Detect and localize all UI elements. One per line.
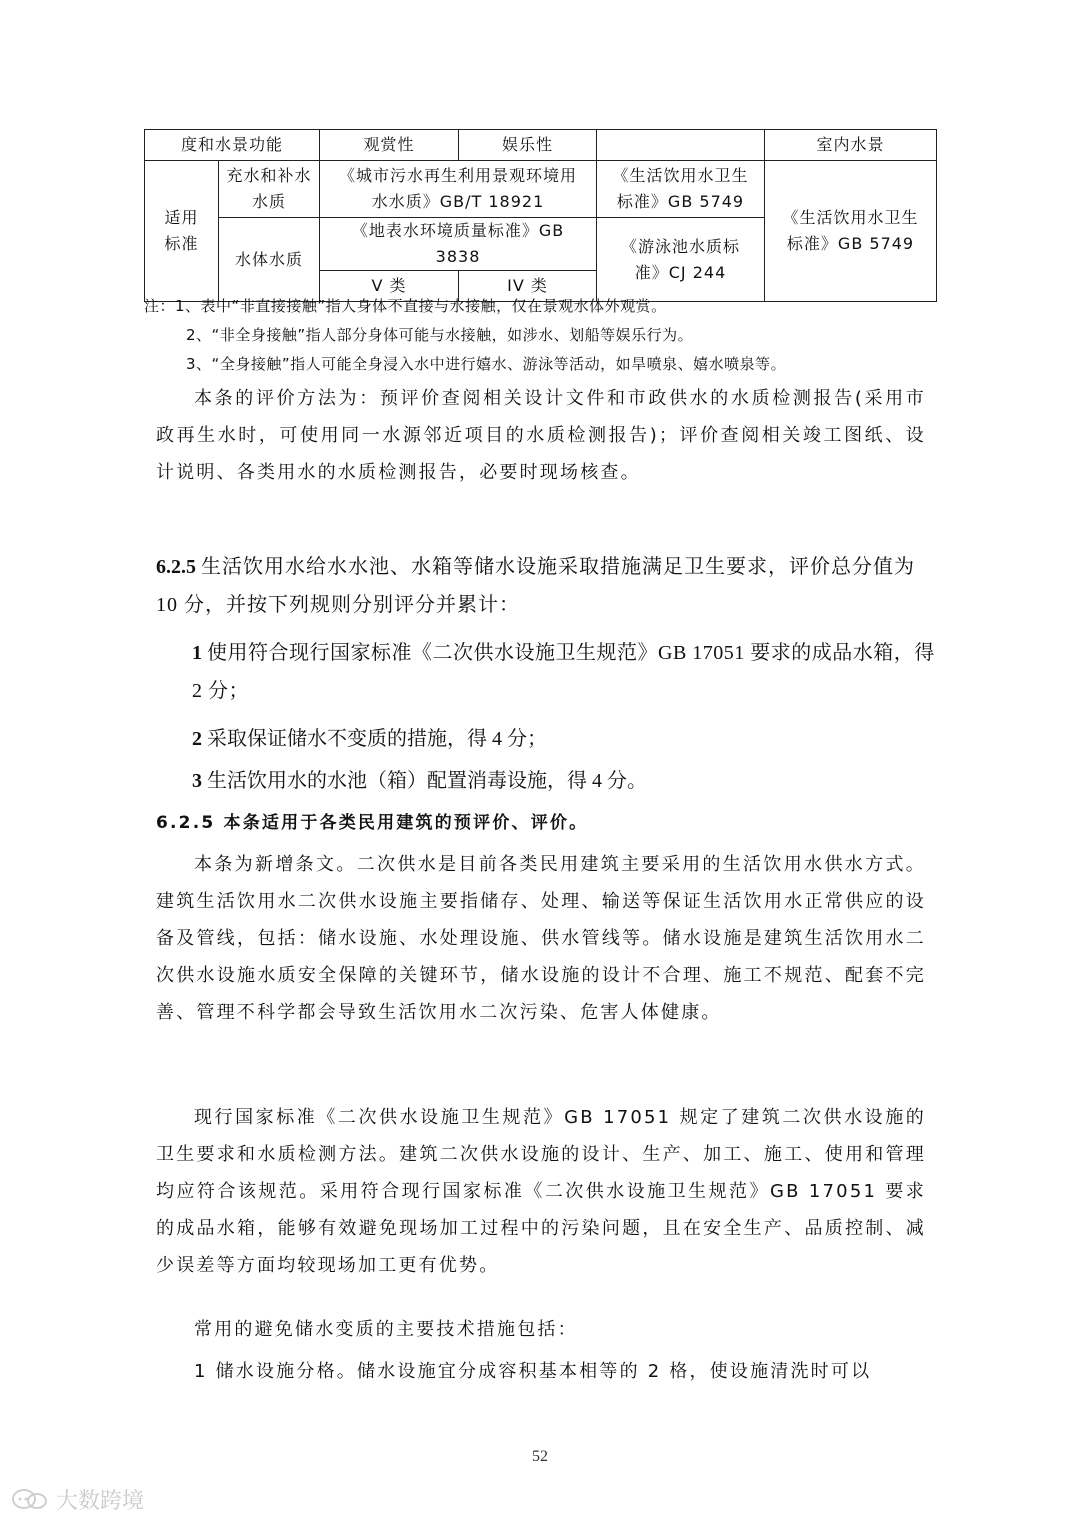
item-number: 1	[192, 642, 202, 664]
clause-number: 6.2.5	[156, 556, 196, 578]
table-header-cell: 室内水景	[765, 130, 937, 161]
clause-text: 生活饮用水给水水池、水箱等储水设施采取措施满足卫生要求，评价总分值为 10 分，并按下列规则分别评分并累计：	[156, 556, 915, 616]
page-number: 52	[532, 1448, 548, 1465]
table-cell: 《地表水环境质量标准》GB 3838	[320, 218, 597, 271]
explain-paragraph-1	[156, 846, 926, 1031]
table-header-cell	[597, 130, 765, 161]
row-label: 水体水质	[219, 218, 320, 302]
watermark-text: 大数跨境	[56, 1489, 145, 1514]
table-cell: V 类	[320, 271, 459, 302]
chat-bubble-icon	[10, 1487, 50, 1513]
explain-heading	[156, 804, 926, 842]
explain-heading-text: 6.2.5 本条适用于各类民用建筑的预评价、评价。	[156, 813, 589, 833]
table-cell: IV 类	[459, 271, 597, 302]
paragraph-text: 常用的避免储水变质的主要技术措施包括：	[194, 1319, 578, 1340]
table-cell: 《生活饮用水卫生标准》GB 5749	[597, 161, 765, 218]
paragraph-text: 本条的评价方法为：预评价查阅相关设计文件和市政供水的水质检测报告(采用市政再生水时，可使用同一水源邻近项目的水质检测报告)；评价查阅相关竣工图纸、设计说明、各类用水的水质检测报告，必要时现场核查。	[156, 388, 926, 483]
item-text: 生活饮用水的水池（箱）配置消毒设施，得 4 分。	[207, 770, 647, 792]
water-standards-table	[144, 129, 937, 302]
list-item	[192, 720, 937, 758]
paragraph-text: 本条为新增条文。二次供水是目前各类民用建筑主要采用的生活饮用水供水方式。建筑生活饮用水二次供水设施主要指储存、处理、输送等保证生活饮用水正常供应的设备及管线，包括：储水设施、水处理设施、供水管线等。储水设施是建筑生活饮用水二次供水设施水质安全保障的关键环节，储水设施的设计不合理、施工不规范、配套不完善、管理不科学都会导致生活饮用水二次污染、危害人体健康。	[156, 854, 926, 1023]
table-row	[145, 161, 937, 218]
list-item	[192, 762, 937, 800]
row-group-label: 适用标准	[145, 161, 219, 302]
table-header-cell: 娱乐性	[459, 130, 597, 161]
row-label: 充水和补水水质	[219, 161, 320, 218]
paragraph-text: 现行国家标准《二次供水设施卫生规范》GB 17051 规定了建筑二次供水设施的卫生要求和水质检测方法。建筑二次供水设施的设计、生产、加工、施工、使用和管理均应符合该规范。采用符合现行国家标准《二次供水设施卫生规范》GB 17051 要求的成品水箱，能够有效避免现场加工过程中的污染问题，且在安全生产、品质控制、减少误差等方面均较现场加工更有优势。	[156, 1107, 926, 1276]
table-header-cell: 观赏性	[320, 130, 459, 161]
clause-6-2-5	[156, 548, 936, 624]
item-number: 3	[192, 770, 202, 792]
evaluation-method-paragraph	[156, 380, 926, 491]
item-text: 采取保证储水不变质的措施，得 4 分；	[207, 728, 547, 750]
paragraph-text: 1 储水设施分格。储水设施宜分成容积基本相等的 2 格，使设施清洗时可以	[194, 1361, 872, 1382]
table-row	[145, 130, 937, 161]
explain-paragraph-2	[156, 1099, 926, 1284]
item-text: 使用符合现行国家标准《二次供水设施卫生规范》GB 17051 要求的成品水箱，得 2 分；	[192, 642, 935, 702]
note-line: 2、“非全身接触”指人部分身体可能与水接触，如涉水、划船等娱乐行为。	[186, 326, 694, 344]
note-line: 注：1、表中“非直接接触”指人身体不直接与水接触，仅在景观水体外观赏。	[144, 297, 667, 315]
table-header-cell: 度和水景功能	[145, 130, 320, 161]
explain-paragraph-3	[156, 1311, 926, 1348]
table-cell: 《城市污水再生利用景观环境用水水质》GB/T 18921	[320, 161, 597, 218]
watermark	[10, 1484, 144, 1515]
item-number: 2	[192, 728, 202, 750]
table-notes	[144, 292, 944, 379]
list-item	[192, 634, 937, 710]
table-cell: 《游泳池水质标准》CJ 244	[597, 218, 765, 302]
note-line: 3、“全身接触”指人可能全身浸入水中进行嬉水、游泳等活动，如旱喷泉、嬉水喷泉等。	[186, 355, 787, 373]
explain-paragraph-4	[156, 1353, 926, 1390]
table-cell: 《生活饮用水卫生标准》GB 5749	[765, 161, 937, 302]
